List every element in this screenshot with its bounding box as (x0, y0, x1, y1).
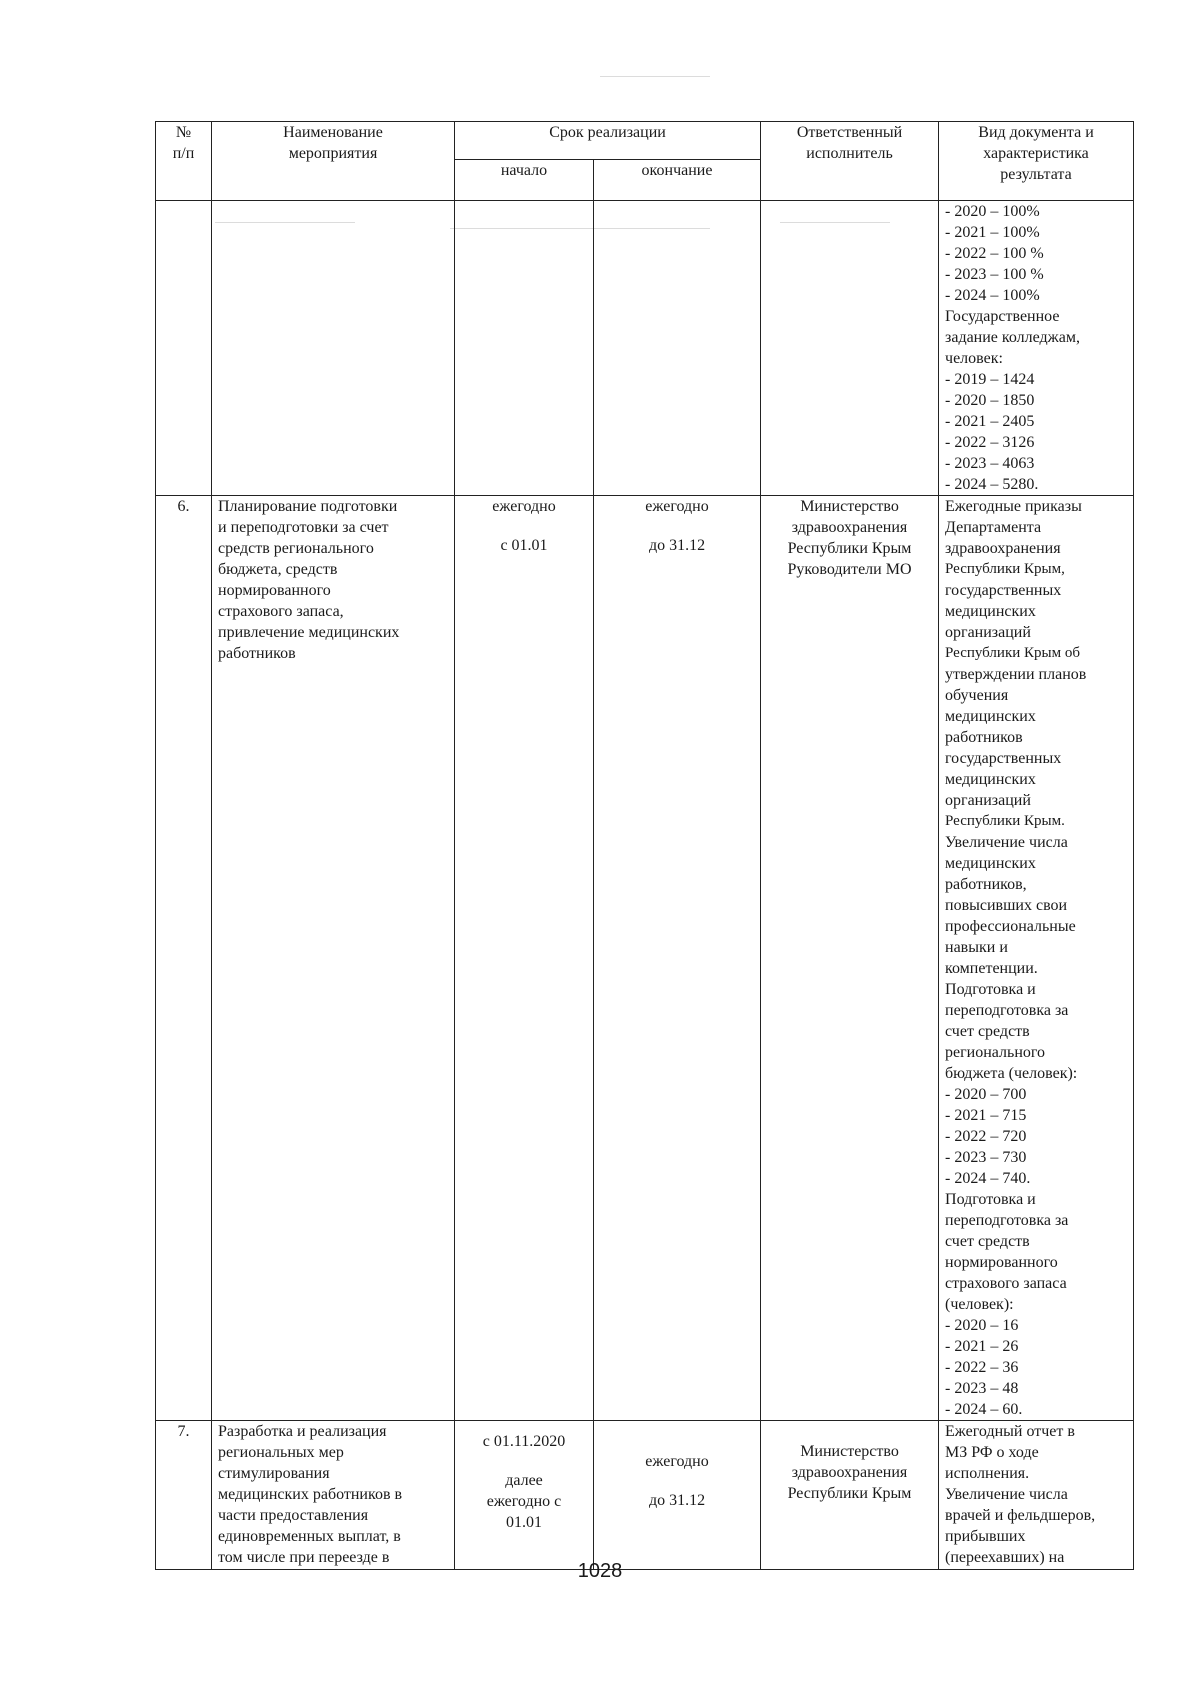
table-row (156, 496, 1134, 1421)
table-row (156, 1421, 1134, 1570)
row-responsible: Министерство здравоохранения Республики Крым (761, 1421, 939, 1570)
header-result: Вид документа и характеристика результата (939, 122, 1134, 201)
row-name: Разработка и реализация региональных мер стимулирования медицинских работников в части предоставления единовременных выплат, в том числе при переезде в (212, 1421, 455, 1570)
row-num: 6. (156, 496, 212, 1421)
header-period: Срок реализации (455, 122, 761, 160)
table-header (156, 122, 1134, 201)
table-row (156, 201, 1134, 496)
header-start: начало (455, 160, 594, 201)
row-result: Ежегодные приказы Департамента здравоохранения Республики Крым, государственных медицинских организаций Республики Крым об утверждении планов обучения медицинских работников государственных медицинских организаций Республики Крым. Увеличение числа медицинских работников, повысивших свои профессиональные навыки и компетенции. Подготовка и переподготовка за счет средств регионального бюджета (человек): - 2020 – 700 - 2021 – 715 - 2022 – 720 - 2023 – 730 - 2024 – 740. Подготовка и переподготовка за счет средств нормированного страхового запаса (человек): - 2020 – 16 - 2021 – 26 - 2022 – 36 - 2023 – 48 - 2024 – 60. (939, 496, 1134, 1421)
row-name: Планирование подготовки и переподготовки за счет средств регионального бюджета, средств нормированного страхового запаса, привлечение медицинских работников (212, 496, 455, 1421)
row-start (455, 201, 594, 496)
row-start: с 01.11.2020 далее ежегодно с 01.01 (455, 1421, 594, 1570)
row-name (212, 201, 455, 496)
page-number: 1028 (577, 1560, 623, 1582)
row-num (156, 201, 212, 496)
header-end: окончание (594, 160, 761, 201)
row-num: 7. (156, 1421, 212, 1570)
row-responsible (761, 201, 939, 496)
row-result: Ежегодный отчет в МЗ РФ о ходе исполнения. Увеличение числа врачей и фельдшеров, прибывших (переехавших) на (939, 1421, 1134, 1570)
plan-table (155, 121, 1134, 1570)
row-end (594, 201, 761, 496)
row-responsible: Министерство здравоохранения Республики Крым Руководители МО (761, 496, 939, 1421)
row-end: ежегодно до 31.12 (594, 1421, 761, 1570)
row-end: ежегодно до 31.12 (594, 496, 761, 1421)
row-start: ежегодно с 01.01 (455, 496, 594, 1421)
scan-artifact (600, 76, 710, 77)
header-num: № п/п (156, 122, 212, 201)
row-result: - 2020 – 100% - 2021 – 100% - 2022 – 100 % - 2023 – 100 % - 2024 – 100% Государственное задание колледжам, человек: - 2019 – 1424 - 2020 – 1850 - 2021 – 2405 - 2022 – 3126 - 2023 – 4063 - 2024 – 5280. (939, 201, 1134, 496)
header-responsible: Ответственный исполнитель (761, 122, 939, 201)
header-name: Наименование мероприятия (212, 122, 455, 201)
